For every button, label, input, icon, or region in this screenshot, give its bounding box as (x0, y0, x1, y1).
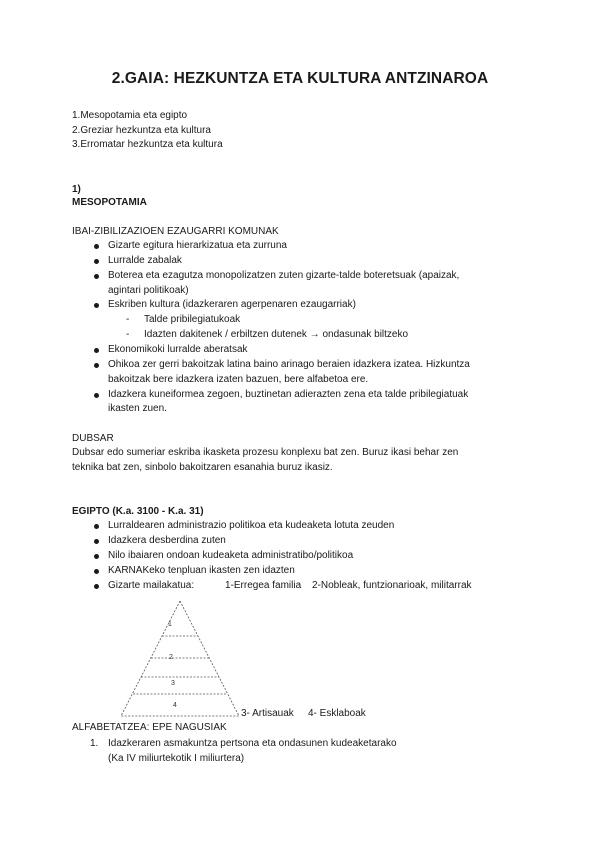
dash-marker: - (126, 314, 130, 325)
bullet-icon (94, 554, 99, 559)
list-item: Gizarte egitura hierarkizatua eta zurruna (108, 240, 287, 251)
bullet-icon (94, 363, 99, 368)
toc-item-2: 2.Greziar hezkuntza eta kultura (72, 125, 211, 136)
hierarchy-level-2: 2-Nobleak, funtzionarioak, militarrak (312, 580, 472, 591)
bullet-icon (94, 393, 99, 398)
bullet-icon (94, 244, 99, 249)
bullet-icon (94, 584, 99, 589)
section-heading-egipto: EGIPTO (K.a. 3100 - K.a. 31) (72, 506, 204, 517)
hierarchy-level-3: 3- Artisauak (241, 708, 294, 719)
section-number: 1) (72, 184, 81, 195)
alfabetatzea-heading: ALFABETATZEA: EPE NAGUSIAK (72, 722, 227, 733)
bullet-icon (94, 569, 99, 574)
numbered-list-item: Idazkeraren asmakuntza pertsona eta ondasunen kudeaketarako (108, 738, 397, 749)
hierarchy-level-4: 4- Esklaboak (308, 708, 366, 719)
list-item-continuation: agintari politikoak) (108, 285, 189, 296)
hierarchy-level-1: 1-Erregea familia (225, 580, 302, 591)
pyramid-level-label: 3 (171, 680, 175, 687)
pyramid-outline (121, 601, 239, 716)
sub-list-item: Idazten dakitenek / erbiltzen dutenek → ondasunak biltzeko (144, 329, 409, 340)
social-pyramid-diagram (118, 600, 242, 718)
bullet-icon (94, 303, 99, 308)
list-item-continuation: bakoitzak bere idazkera izaten bazuen, bere alfabetoa ere. (108, 374, 369, 385)
bullet-icon (94, 274, 99, 279)
dash-marker: - (126, 329, 130, 340)
toc-item-3: 3.Erromatar hezkuntza eta kultura (72, 139, 223, 150)
list-item: Idazkera kuneiformea zegoen, buztinetan adierazten zena eta talde pribilegiatuak (108, 389, 469, 400)
bullet-icon (94, 524, 99, 529)
list-item: Ekonomikoki lurralde aberatsak (108, 344, 248, 355)
pyramid-level-label: 1 (168, 621, 172, 628)
pyramid-level-label: 4 (173, 702, 177, 709)
list-item: Nilo ibaiaren ondoan kudeaketa administratibo/politikoa (108, 550, 354, 561)
section-heading-mesopotamia: MESOPOTAMIA (72, 197, 147, 208)
list-item: Gizarte mailakatua: (108, 580, 195, 591)
list-item: Boterea eta ezagutza monopolizatzen zuten gizarte-talde boteretsuak (apaizak, (108, 270, 460, 281)
list-item: Idazkera desberdina zuten (108, 535, 226, 546)
numbered-list-item-continuation: (Ka IV miliurtekotik I miliurtera) (108, 753, 245, 764)
list-item: Ohikoa zer gerri bakoitzak latina baino arinago beraien idazkera izatea. Hizkuntza (108, 359, 470, 370)
toc-item-1: 1.Mesopotamia eta egipto (72, 110, 188, 121)
dubsar-paragraph-line: Dubsar edo sumeriar eskriba ikasketa prozesu konplexu bat zen. Buruz ikasi behar zen (72, 447, 459, 458)
dubsar-paragraph-line: teknika bat zen, sinbolo bakoitzaren esanahia buruz ikasiz. (72, 462, 333, 473)
list-item: KARNAKeko tenpluan ikasten zen idazten (108, 565, 295, 576)
bullet-icon (94, 259, 99, 264)
list-item-continuation: ikasten zuen. (108, 403, 167, 414)
list-item: Eskriben kultura (idazkeraren agerpenaren ezaugarriak) (108, 299, 356, 310)
numbered-marker: 1. (90, 738, 99, 749)
sub-list-item: Talde pribilegiatukoak (144, 314, 241, 325)
bullet-icon (94, 539, 99, 544)
dubsar-heading: DUBSAR (72, 433, 114, 444)
page-title: 2.GAIA: HEZKUNTZA ETA KULTURA ANTZINAROA (111, 70, 489, 87)
bullet-icon (94, 348, 99, 353)
subheading-ibai: IBAI-ZIBILIZAZIOEN EZAUGARRI KOMUNAK (72, 226, 279, 237)
list-item: Lurraldearen administrazio politikoa eta kudeaketa lotuta zeuden (108, 520, 395, 531)
list-item: Lurralde zabalak (108, 255, 182, 266)
pyramid-level-label: 2 (169, 654, 173, 661)
